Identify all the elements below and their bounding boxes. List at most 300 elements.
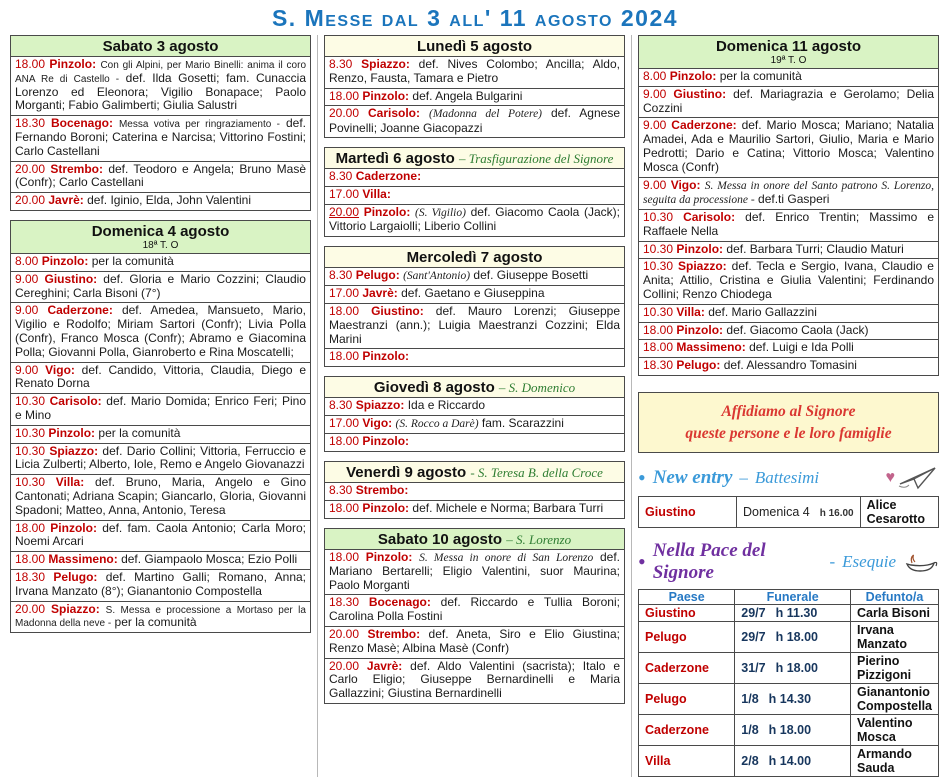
mass-note: (S. Rocco a Darè) — [395, 418, 479, 431]
esequie-data: 31/7 — [741, 661, 766, 676]
esequie-funerale — [735, 715, 851, 746]
mass-intentions: def.ti Gasperi — [758, 191, 830, 206]
mass-colon: : — [386, 187, 391, 202]
mass-colon: : — [408, 549, 413, 564]
mass-place: Pelugo — [355, 268, 396, 283]
esequie-paese: Caderzone — [639, 715, 735, 746]
esequie-ora: h 18.00 — [768, 723, 812, 738]
day-title: Sabato 10 agosto — [377, 530, 503, 548]
esequie-data: 1/8 — [741, 692, 759, 707]
mass-intentions: def. Ilda Gosetti; fam. Cunaccia Lorenzo ed Eleonora; Vigilio Bonapace; Paolo Morganti; Fabio Galimberti; Giulia Salustri — [15, 70, 306, 113]
mass-place: Spiazzo — [678, 259, 723, 274]
mass-colon: : — [400, 398, 405, 413]
mass-entry — [11, 393, 310, 425]
mass-time: 8.30 — [329, 57, 353, 71]
day-header — [11, 221, 310, 253]
mass-time: 18.30 — [15, 116, 46, 131]
mass-time: 9.00 — [643, 86, 667, 101]
mass-place: Javrè — [362, 286, 394, 301]
mass-place: Pinzolo — [669, 69, 713, 83]
mass-time: 18.00 — [15, 520, 46, 535]
candle-icon — [903, 550, 939, 574]
mass-colon: : — [419, 304, 424, 319]
mass-place: Giustino — [673, 86, 723, 101]
mass-place: Massimeno — [48, 552, 114, 567]
mass-entry — [639, 117, 938, 176]
day-box — [638, 35, 939, 376]
mass-time: 18.30 — [643, 358, 674, 373]
mass-intentions: def. Giampaolo Mosca; Ezio Polli — [121, 552, 298, 567]
mass-intentions: def. Aldo Valentini (sacrista); Italo e Carlo Eligio; Giuseppe Bernardinelli e Maria Gallazzini; Giustina Bernardinelli — [329, 658, 620, 701]
mass-intentions: per la comunità — [719, 69, 802, 83]
esequie-data: 1/8 — [741, 723, 759, 738]
mass-entry — [639, 209, 938, 241]
esequie-col-header: Defunto/a — [850, 590, 938, 605]
esequie-nome: Valentino Mosca — [850, 715, 938, 746]
mass-colon: : — [722, 86, 727, 101]
mass-time: 10.30 — [643, 210, 674, 225]
mass-colon: : — [719, 241, 724, 256]
mass-entry — [325, 303, 624, 348]
mass-note: S. Messa in onore del Santo patrono S. Lorenzo, seguita da processione - — [643, 179, 935, 206]
esequie-row — [639, 622, 939, 653]
mass-colon: : — [405, 434, 410, 449]
esequie-ora: h 11.30 — [775, 606, 818, 621]
battesimi-subtitle: Battesimi — [754, 468, 820, 488]
mass-place: Pinzolo — [41, 253, 85, 268]
mass-place: Giustino — [371, 304, 420, 319]
mass-colon: : — [80, 475, 85, 490]
mass-intentions: def. Michele e Norma; Barbara Turri — [412, 500, 604, 515]
esequie-col-header: Funerale — [735, 590, 851, 605]
esequie-funerale — [735, 746, 851, 777]
mass-time: 18.30 — [15, 569, 46, 584]
mass-colon: : — [406, 205, 411, 219]
mass-time: 18.00 — [329, 434, 360, 449]
mass-time: 17.00 — [329, 187, 360, 202]
column-divider — [317, 35, 318, 777]
mass-place: Carisolo — [49, 394, 98, 409]
mass-intentions: def. Mario Gallazzini — [708, 304, 817, 319]
mass-colon: : — [94, 443, 99, 458]
battesimi-paese: Giustino — [639, 497, 737, 528]
day-title: Domenica 4 agosto — [91, 222, 230, 240]
day-subtitle: – S. Lorenzo — [506, 531, 572, 547]
mass-colon: : — [93, 569, 98, 584]
mass-entry — [325, 88, 624, 106]
mass-place: Caderzone — [47, 303, 109, 318]
day-box — [324, 246, 625, 367]
mass-intentions: def. Bruno, Maria, Angelo e Gino Cantonati; Adriana Scapin; Giancarlo, Gloria, Giovanni Spadoni; Matteo, Anna, Antonio, Teresa — [15, 475, 307, 517]
mass-place: Massimeno — [676, 340, 742, 355]
day-subtitle: – Trasfigurazione del Signore — [458, 151, 614, 167]
column-middle — [324, 35, 625, 777]
mass-colon: : — [113, 552, 118, 567]
mass-entry — [325, 168, 624, 186]
mass-intentions: per la comunità — [98, 425, 181, 440]
mass-entry — [11, 443, 310, 475]
mass-time: 8.00 — [15, 253, 39, 268]
mass-entry — [639, 177, 938, 209]
mass-note: S. Messa in onore di San Lorenzo — [419, 551, 594, 564]
mass-colon: : — [405, 88, 410, 103]
mass-colon: : — [426, 595, 431, 610]
mass-note: Messa votiva per ringraziamento - — [118, 119, 281, 131]
mass-place: Pelugo — [676, 358, 717, 373]
battesimi-nome: Alice Cesarotto — [860, 497, 938, 528]
mass-place: Caderzone — [355, 169, 418, 184]
mass-colon: : — [97, 394, 102, 409]
mass-entry — [325, 626, 624, 658]
mass-entry — [325, 594, 624, 626]
mass-colon: : — [99, 161, 104, 176]
affidiamo-line1: Affidiamo al Signore — [721, 402, 856, 420]
mass-colon: : — [108, 303, 113, 318]
mass-intentions: def. Mario Domida; Enrico Feri; Pino e Mino — [15, 394, 306, 422]
esequie-ora: h 14.00 — [768, 754, 812, 769]
day-box — [324, 461, 625, 519]
mass-intentions: def. Gloria e Mario Cozzini; Claudio Cereghini; Carla Bisoni (7°) — [15, 271, 306, 300]
mass-colon: : — [741, 340, 746, 355]
mass-intentions: def. Riccardo e Tullia Boroni; Carolina Polla Fostini — [329, 595, 620, 624]
mass-place: Pinzolo — [362, 349, 406, 364]
mass-intentions: def. Amedea, Mansueto, Mario, Vigilio e Rodolfo; Miriam Sartori (Confr); Livia Polla (Confr), Franco Mosca (Confr); Abramo e Giacomina Polla; Giovanni Polla, Gianroberto e Rina Moscatelli; — [15, 303, 306, 359]
mass-intentions: def. Mario Mosca; Mariano; Natalia Amadei, Ada e Maurilio Sartori, Giulio, Maria e Mario Pedrotti; Dario e Catina; Vittorio Mosca; Valentino Mosca (Confr) — [643, 118, 934, 174]
battesimi-data: Domenica 4 h 16.00 — [737, 497, 861, 528]
mass-entry — [11, 474, 310, 519]
mass-intentions: def. Luigi e Ida Polli — [749, 340, 854, 355]
mass-entry — [639, 241, 938, 259]
mass-place: Pinzolo — [363, 205, 407, 219]
mass-time: 18.00 — [15, 57, 46, 71]
mass-entry — [11, 425, 310, 443]
mass-colon: : — [719, 322, 724, 337]
mass-time: 9.00 — [15, 303, 39, 318]
mass-time: 18.30 — [329, 595, 360, 610]
mass-time: 17.00 — [329, 286, 360, 301]
mass-entry — [325, 204, 624, 236]
day-header — [11, 36, 310, 56]
mass-entry — [325, 658, 624, 703]
mass-colon: : — [712, 69, 717, 83]
mass-intentions: def. Dario Collini; Vittoria, Ferruccio e Licia Zulberti; Alberto, Iole, Remo e Angelo Giovanazzi — [15, 443, 306, 472]
mass-place: Spiazzo — [49, 443, 95, 458]
mass-colon: : — [696, 177, 701, 192]
esequie-funerale — [735, 684, 851, 715]
day-header — [325, 148, 624, 168]
mass-time: 8.30 — [329, 268, 353, 283]
mass-time: 20.00 — [329, 658, 360, 673]
mass-intentions: def. Fernando Boroni; Caterina e Narcisa; Vittorino Fostini; Carlo Castellani — [15, 116, 306, 158]
day-header — [325, 462, 624, 482]
esequie-ora: h 18.00 — [775, 630, 819, 645]
mass-intentions: def. Iginio, Elda, John Valentini — [87, 193, 251, 208]
mass-entry — [11, 271, 310, 303]
esequie-nome: Gianantonio Compostella — [850, 684, 938, 715]
esequie-funerale — [735, 653, 851, 684]
esequie-row — [639, 653, 939, 684]
mass-entry — [325, 348, 624, 366]
mass-place: Pinzolo — [676, 322, 720, 337]
esequie-data: 29/7 — [741, 630, 766, 645]
esequie-nome: Armando Sauda — [850, 746, 938, 777]
mass-entry — [325, 549, 624, 595]
mass-entry — [639, 339, 938, 357]
esequie-row — [639, 746, 939, 777]
mass-note: (Sant'Antonio) — [403, 270, 471, 283]
esequie-heading: • Nella Pace del Signore - Esequie — [638, 540, 939, 584]
mass-colon: : — [95, 601, 100, 616]
mass-intentions: fam. Scarazzini — [481, 416, 564, 431]
mass-place: Vigo — [362, 416, 389, 431]
day-header — [325, 377, 624, 397]
mass-time: 18.00 — [329, 500, 360, 515]
mass-time: 20.00 — [15, 601, 46, 616]
mass-note: S. Messa e processione a Mortaso per la Madonna della neve - — [15, 604, 306, 630]
esequie-header-row — [639, 590, 939, 605]
mass-intentions: def. Alessandro Tomasini — [723, 358, 857, 373]
day-title: Giovedì 8 agosto — [373, 379, 495, 397]
esequie-row — [639, 605, 939, 622]
day-box — [10, 35, 311, 211]
mass-intentions: def. Candido, Vittoria, Claudia, Diego e Renato Dorna — [15, 362, 306, 391]
mass-entry — [11, 302, 310, 361]
mass-entry — [325, 500, 624, 518]
affidiamo-box — [638, 392, 939, 453]
mass-entry — [639, 357, 938, 375]
mass-entry — [639, 258, 938, 303]
day-box — [324, 147, 625, 237]
mass-intentions: def. fam. Caola Antonio; Carla Moro; Noemi Arcari — [15, 520, 306, 549]
battesimi-doodles — [886, 465, 940, 491]
column-right — [638, 35, 939, 777]
esequie-table — [638, 589, 939, 777]
mass-place: Javrè — [366, 658, 399, 673]
esequie-row — [639, 715, 939, 746]
esequie-col-header: Paese — [639, 590, 735, 605]
esequie-title: Nella Pace del Signore — [652, 540, 766, 584]
day-subline: 19ª T. O — [770, 55, 807, 66]
mass-place: Strembo — [355, 483, 405, 498]
mass-place: Villa — [676, 304, 701, 319]
mass-time: 18.00 — [643, 340, 674, 355]
mass-time: 18.00 — [329, 88, 360, 103]
mass-note: Con gli Alpini, per Mario Binelli: anima il coro ANA Re di Castello - — [15, 60, 307, 85]
day-header — [325, 247, 624, 267]
column-left — [10, 35, 311, 777]
mass-entry — [639, 68, 938, 86]
mass-colon: : — [716, 358, 721, 373]
column-divider — [631, 35, 632, 777]
mass-time: 10.30 — [15, 443, 46, 458]
paper-plane-icon — [897, 465, 939, 491]
mass-time: 18.00 — [329, 304, 360, 319]
mass-time: 18.00 — [329, 349, 360, 364]
mass-entry — [11, 362, 310, 394]
mass-place: Strembo — [50, 161, 100, 176]
mass-intentions: per la comunità — [114, 615, 197, 630]
mass-time: 8.00 — [643, 69, 667, 83]
mass-entry — [11, 551, 310, 569]
mass-colon: : — [405, 57, 410, 71]
esequie-ora: h 18.00 — [775, 661, 819, 676]
day-header — [639, 36, 938, 68]
mass-entry — [639, 304, 938, 322]
mass-place: Pinzolo — [48, 425, 92, 440]
mass-time: 10.30 — [643, 259, 674, 274]
mass-colon: : — [405, 349, 410, 364]
day-subline: 18ª T. O — [142, 239, 179, 251]
mass-time: 18.00 — [643, 322, 674, 337]
mass-time: 20.00 — [15, 161, 46, 176]
esequie-data: 29/7 — [741, 606, 766, 621]
mass-intentions: Ida e Riccardo — [407, 398, 486, 413]
mass-intentions: def. Mariano Bertarelli; Eligio Valentini, suor Maurina; Paolo Morganti — [329, 549, 620, 592]
mass-time: 8.30 — [329, 169, 353, 184]
mass-place: Vigo — [45, 362, 71, 377]
esequie-funerale — [735, 605, 851, 622]
esequie-paese: Giustino — [639, 605, 735, 622]
mass-place: Strembo — [367, 627, 417, 642]
mass-entry — [325, 186, 624, 204]
battesimi-dash: – — [739, 468, 748, 488]
mass-colon: : — [417, 169, 422, 184]
day-header — [325, 36, 624, 56]
mass-place: Pinzolo — [676, 241, 720, 256]
day-title: Sabato 3 agosto — [102, 38, 219, 55]
mass-time: 10.30 — [15, 425, 46, 440]
column-right-boxes — [638, 35, 939, 376]
mass-time: 18.00 — [329, 549, 360, 564]
mass-colon: : — [395, 268, 400, 283]
mass-place: Carisolo — [683, 210, 732, 225]
mass-entry — [325, 285, 624, 303]
battesimi-title: New entry — [652, 467, 733, 489]
mass-intentions: def. Agnese Povinelli; Joanne Giacopazzi — [329, 106, 620, 135]
mass-place: Vigo — [670, 177, 697, 192]
day-box — [324, 35, 625, 138]
mass-time: 18.00 — [15, 552, 46, 567]
mass-intentions: def. Martino Galli; Romano, Anna; Irvana Manzato (8°); Gianantonio Compostella — [15, 569, 307, 598]
mass-entry — [325, 482, 624, 500]
mass-place: Caderzone — [671, 118, 733, 133]
mass-intentions: def. Aneta, Siro e Elio Giustina; Renzo Masè; Albina Masè (Confr) — [329, 627, 620, 655]
mass-colon: : — [416, 627, 421, 642]
day-title: Lunedì 5 agosto — [416, 38, 532, 55]
mass-colon: : — [92, 520, 97, 535]
mass-colon: : — [92, 57, 97, 71]
mass-intentions: def. Giacomo Caola (Jack) — [726, 322, 869, 337]
day-title: Martedì 6 agosto — [335, 150, 455, 168]
mass-time: 17.00 — [329, 416, 360, 431]
esequie-nome: Pierino Pizzigoni — [850, 653, 938, 684]
mass-colon: : — [79, 193, 84, 208]
mass-colon: : — [405, 500, 410, 515]
mass-note: (Madonna del Potere) — [428, 108, 543, 121]
mass-place: Villa — [55, 475, 81, 490]
mass-place: Pinzolo — [49, 57, 93, 71]
esequie-row — [639, 684, 939, 715]
mass-colon: : — [393, 286, 398, 301]
mass-time: 10.30 — [643, 304, 674, 319]
mass-place: Pinzolo — [50, 520, 93, 535]
mass-colon: : — [404, 483, 409, 498]
esequie-funerale — [735, 622, 851, 653]
mass-intentions: def. Giacomo Caola (Jack); Vittorio Largaiolli; Liberio Collini — [329, 205, 620, 234]
day-subtitle: - S. Teresa B. della Croce — [470, 465, 603, 481]
mass-entry — [325, 433, 624, 451]
mass-time: 20.00 — [15, 193, 46, 208]
mass-time: 9.00 — [643, 177, 667, 192]
mass-entry — [325, 56, 624, 88]
mass-place: Spiazzo — [355, 398, 401, 413]
mass-intentions: def. Mariagrazia e Gerolamo; Delia Cozzini — [643, 86, 934, 115]
mass-entry — [325, 415, 624, 433]
mass-place: Javrè — [48, 193, 80, 208]
mass-intentions: def. Enrico Trentin; Massimo e Raffaele Nella — [643, 210, 934, 238]
mass-time: 9.00 — [643, 118, 667, 133]
battesimi-heading: • New entry – Battesimi ♥ — [638, 465, 939, 491]
mass-intentions: per la comunità — [91, 253, 174, 268]
mass-place: Spiazzo — [51, 601, 96, 616]
mass-entry — [11, 569, 310, 601]
mass-time: 10.30 — [15, 394, 46, 409]
mass-entry — [639, 86, 938, 118]
esequie-doodles — [903, 550, 939, 574]
day-subtitle: – S. Domenico — [498, 380, 576, 396]
mass-entry — [11, 115, 310, 160]
mass-place: Pinzolo — [362, 500, 406, 515]
mass-intentions: def. Tecla e Sergio, Ivana, Claudio e Anita; Attilio, Cristina e Giulia Valentini; Ferdinando Collini; Renzo Chiodega — [643, 259, 934, 301]
mass-colon: : — [388, 416, 393, 431]
mass-place: Bocenago — [368, 595, 427, 610]
esequie-paese: Pelugo — [639, 622, 735, 653]
mass-time: 9.00 — [15, 362, 39, 377]
day-header — [325, 529, 624, 549]
mass-time: 10.30 — [15, 475, 46, 490]
mass-intentions: def. Teodoro e Angela; Bruno Masè (Confr); Carlo Castellani — [15, 161, 306, 190]
mass-place: Pinzolo — [362, 434, 406, 449]
mass-place: Villa — [362, 187, 387, 202]
mass-time: 10.30 — [643, 241, 674, 256]
mass-colon: : — [91, 425, 96, 440]
day-box — [10, 220, 311, 633]
esequie-paese: Villa — [639, 746, 735, 777]
mass-place: Bocenago — [50, 116, 109, 131]
day-box — [324, 376, 625, 452]
esequie-nome: Carla Bisoni — [850, 605, 938, 622]
day-box — [324, 528, 625, 704]
mass-colon: : — [722, 259, 727, 274]
day-title: Domenica 11 agosto — [715, 38, 862, 55]
page-title: S. Messe dal 3 all' 11 agosto 2024 — [271, 5, 679, 31]
mass-intentions: def. Nives Colombo; Ancilla; Aldo, Renzo, Fausta, Tamara e Pietro — [329, 57, 620, 85]
mass-entry — [11, 601, 310, 633]
mass-colon: : — [700, 304, 705, 319]
battesimi-row — [639, 497, 939, 528]
mass-colon: : — [109, 116, 113, 131]
mass-intentions: def. Barbara Turri; Claudio Maturi — [726, 241, 904, 256]
columns-container — [0, 35, 950, 777]
esequie-nome: Irvana Manzato — [850, 622, 938, 653]
mass-colon: : — [398, 658, 403, 673]
mass-note: (S. Vigilio) — [415, 207, 466, 219]
mass-entry — [325, 397, 624, 415]
mass-entry — [639, 322, 938, 340]
mass-entry — [11, 520, 310, 552]
heart-icon: ♥ — [885, 469, 895, 487]
mass-intentions: def. Mauro Lorenzi; Giuseppe Maestranzi (ann.); Luigia Maestranzi Cozzini; Elda Marini — [329, 304, 620, 346]
